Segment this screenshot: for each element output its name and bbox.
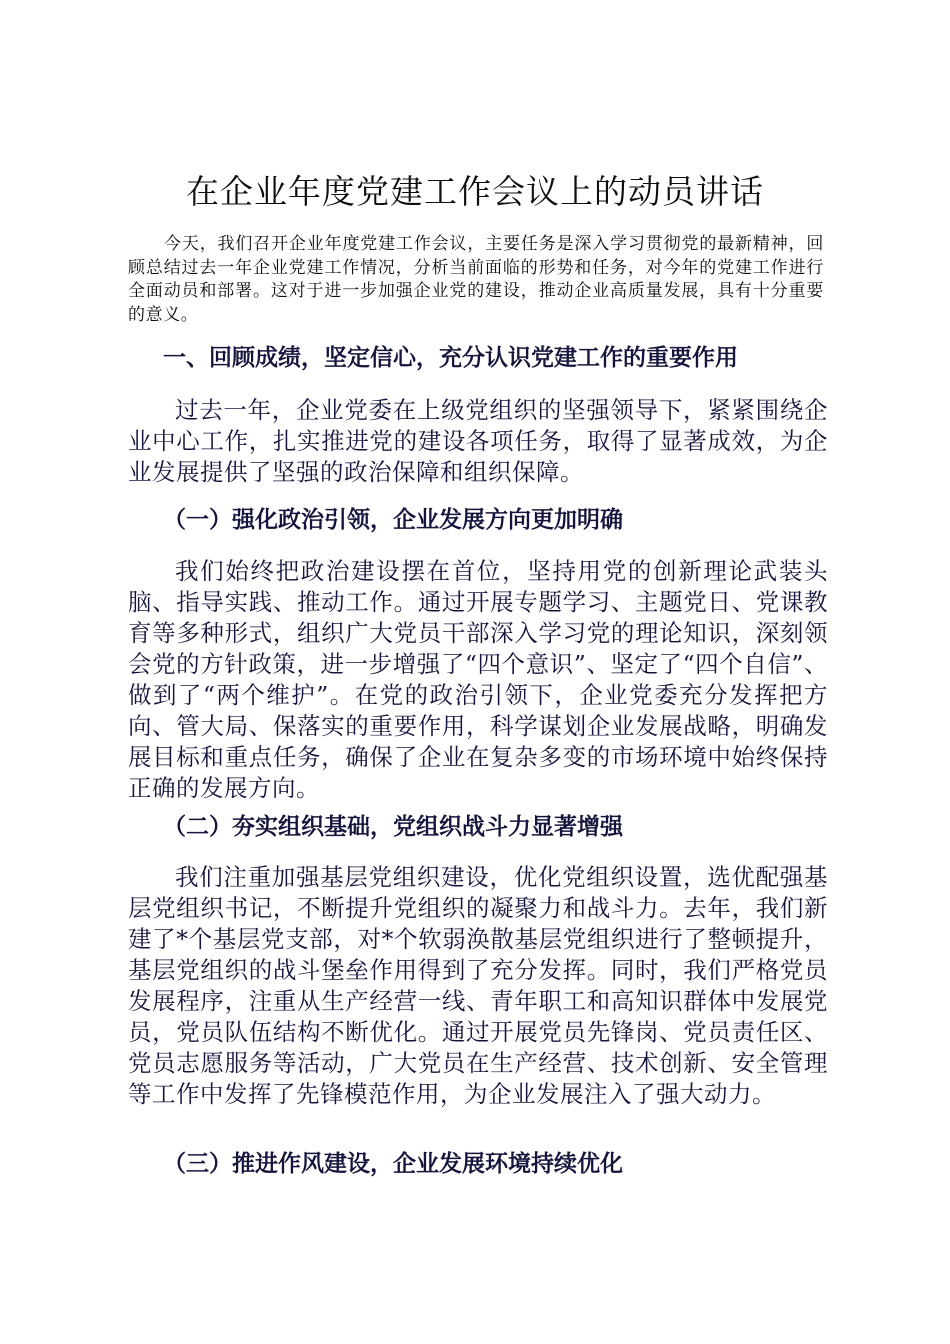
section-heading-1: 一、回顾成绩，坚定信心，充分认识党建工作的重要作用 (163, 345, 738, 371)
subsection-heading-3: （三）推进作风建设，企业发展环境持续优化 (163, 1151, 623, 1177)
intro-paragraph: 今天，我们召开企业年度党建工作会议，主要任务是深入学习贯彻党的最新精神，回顾总结过去一年企业党建工作情况，分析当前面临的形势和任务，对今年的党建工作进行全面动员和部署。这对于进一步加强企业党的建设，推动企业高质量发展，具有十分重要的意义。 (128, 234, 824, 325)
subsection-heading-2: （二）夯实组织基础，党组织战斗力显著增强 (163, 814, 623, 840)
subsection-2-paragraph: 我们注重加强基层党组织建设，优化党组织设置，选优配强基层党组织书记，不断提升党组织的凝聚力和战斗力。去年，我们新建了*个基层党支部，对*个软弱涣散基层党组织进行了整顿提升，基层党组织的战斗堡垒作用得到了充分发挥。同时，我们严格党员发展程序，注重从生产经营一线、青年职工和高知识群体中发展党员，党员队伍结构不断优化。通过开展党员先锋岗、党员责任区、党员志愿服务等活动，广大党员在生产经营、技术创新、安全管理等工作中发挥了先锋模范作用，为企业发展注入了强大动力。 (128, 863, 828, 1108)
subsection-1-paragraph: 我们始终把政治建设摆在首位，坚持用党的创新理论武装头脑、指导实践、推动工作。通过开展专题学习、主题党日、党课教育等多种形式，组织广大党员干部深入学习党的理论知识，深刻领会党的方针政策，进一步增强了“四个意识”、坚定了“四个自信”、做到了“两个维护”。在党的政治引领下，企业党委充分发挥把方向、管大局、保落实的重要作用，科学谋划企业发展战略，明确发展目标和重点任务，确保了企业在复杂多变的市场环境中始终保持正确的发展方向。 (128, 557, 828, 802)
subsection-heading-1: （一）强化政治引领，企业发展方向更加明确 (163, 507, 623, 533)
page-title: 在企业年度党建工作会议上的动员讲话 (186, 172, 764, 211)
section-1-paragraph: 过去一年，企业党委在上级党组织的坚强领导下，紧紧围绕企业中心工作，扎实推进党的建设各项任务，取得了显著成效，为企业发展提供了坚强的政治保障和组织保障。 (128, 396, 828, 486)
